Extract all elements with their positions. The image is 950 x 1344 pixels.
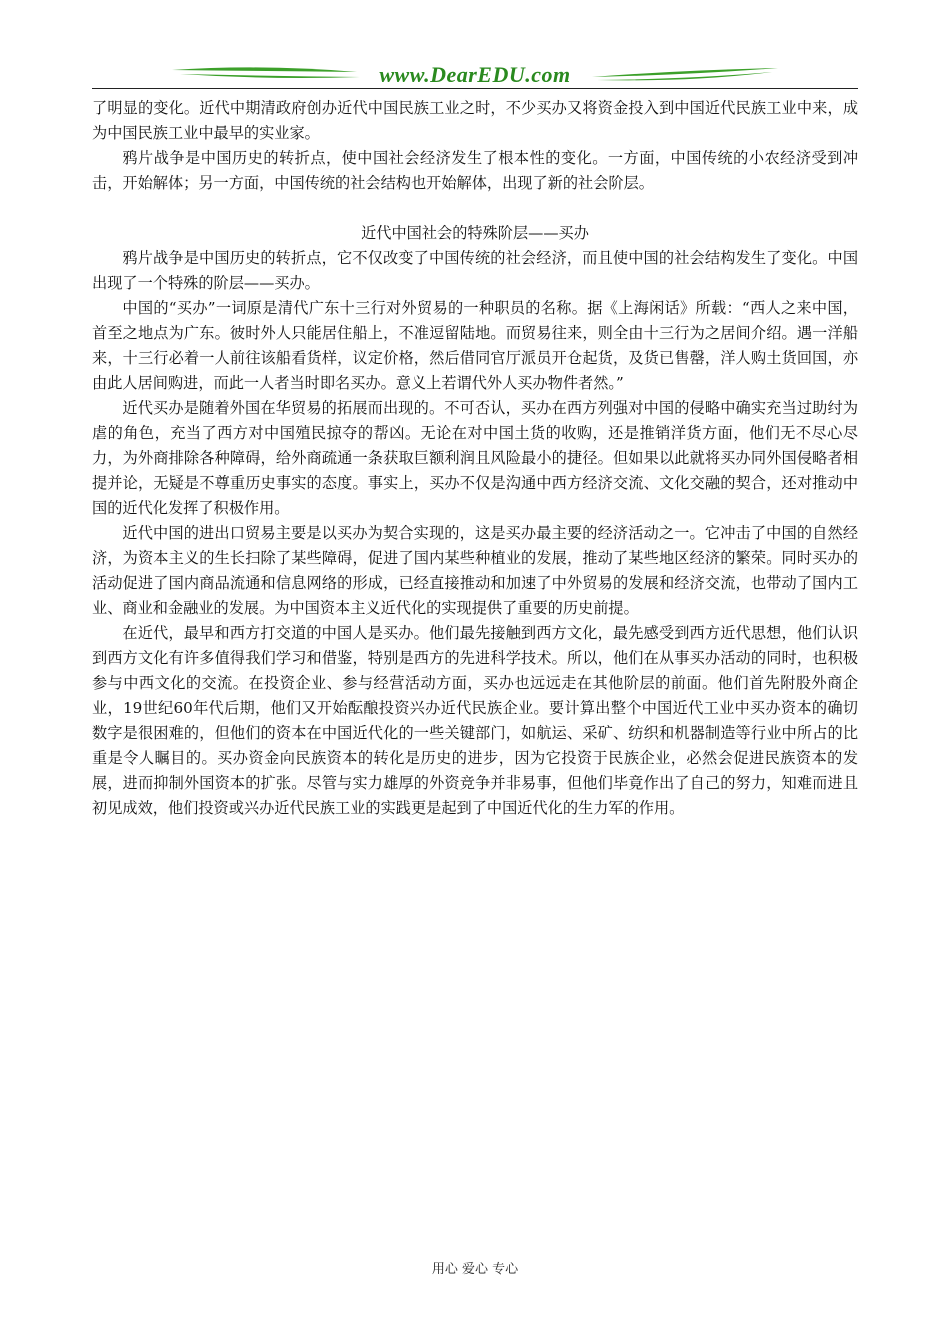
article-body [92, 96, 858, 821]
paragraph: 鸦片战争是中国历史的转折点，使中国社会经济发生了根本性的变化。一方面，中国传统的小农经济受到冲击，开始解体；另一方面，中国传统的社会结构也开始解体，出现了新的社会阶层。 [92, 149, 858, 192]
paragraph: 近代中国的进出口贸易主要是以买办为契合实现的，这是买办最主要的经济活动之一。它冲击了中国的自然经济，为资本主义的生长扫除了某些障碍，促进了国内某些种植业的发展，推动了某些地区经济的繁荣。同时买办的活动促进了国内商品流通和信息网络的形成，已经直接推动和加速了中外贸易的发展和经济交流，也带动了国内工业、商业和金融业的发展。为中国资本主义近代化的实现提供了重要的历史前提。 [92, 524, 858, 617]
paragraph: 在近代，最早和西方打交道的中国人是买办。他们最先接触到西方文化，最先感受到西方近代思想，他们认识到西方文化有许多值得我们学习和借鉴，特别是西方的先进科学技术。所以，他们在从事买办活动的同时，也积极参与中西文化的交流。在投资企业、参与经营活动方面，买办也远远走在其他阶层的前面。他们首先附股外商企业，19世纪60年代后期，他们又开始酝酿投资兴办近代民族企业。要计算出整个中国近代工业中买办资本的确切数字是很困难的，但他们的资本在中国近代化的一些关键部门，如航运、采矿、纺织和机器制造等行业中所占的比重是令人瞩目的。买办资金向民族资本的转化是历史的进步，因为它投资于民族企业，必然会促进民族资本的发展，进而抑制外国资本的扩张。尽管与实力雄厚的外资竞争并非易事，但他们毕竟作出了自己的努力，知难而进且初见成效，他们投资或兴办近代民族工业的实践更是起到了中国近代化的生力军的作用。 [92, 624, 858, 817]
header-divider [92, 88, 858, 89]
page-header [92, 58, 858, 92]
paragraph-continued: 了明显的变化。近代中期清政府创办近代中国民族工业之时，不少买办又将资金投入到中国近代民族工业中来，成为中国民族工业中最早的实业家。 [92, 99, 858, 142]
paragraph: 中国的“买办”一词原是清代广东十三行对外贸易的一种职员的名称。据《上海闲话》所载：“西人之来中国，首至之地点为广东。彼时外人只能居住船上，不准逗留陆地。而贸易往来，则全由十三行为之居间介绍。遇一洋船来，十三行必着一人前往该船看货样，议定价格，然后借同官厅派员开仓起货，及货已售罄，洋人购土货回国，亦由此人居间购进，而此一人者当时即名买办。意义上若谓代外人买办物件者然。” [92, 299, 858, 392]
site-logo-text: www.DearEDU.com [379, 62, 571, 87]
paragraph: 鸦片战争是中国历史的转折点，它不仅改变了中国传统的社会经济，而且使中国的社会结构发生了变化。中国出现了一个特殊的阶层——买办。 [92, 249, 858, 292]
page-footer-motto: 用心 爱心 专心 [431, 1262, 519, 1277]
section-title: 近代中国社会的特殊阶层——买办 [361, 224, 589, 242]
paragraph: 近代买办是随着外国在华贸易的拓展而出现的。不可否认，买办在西方列强对中国的侵略中确实充当过助纣为虐的角色，充当了西方对中国殖民掠夺的帮凶。无论在对中国土货的收购，还是推销洋货方面，他们无不尽心尽力，为外商排除各种障碍，给外商疏通一条获取巨额利润且风险最小的捷径。但如果以此就将买办同外国侵略者相提并论，无疑是不尊重历史事实的态度。事实上，买办不仅是沟通中西方经济交流、文化交融的契合，还对推动中国的近代化发挥了积极作用。 [92, 399, 858, 517]
